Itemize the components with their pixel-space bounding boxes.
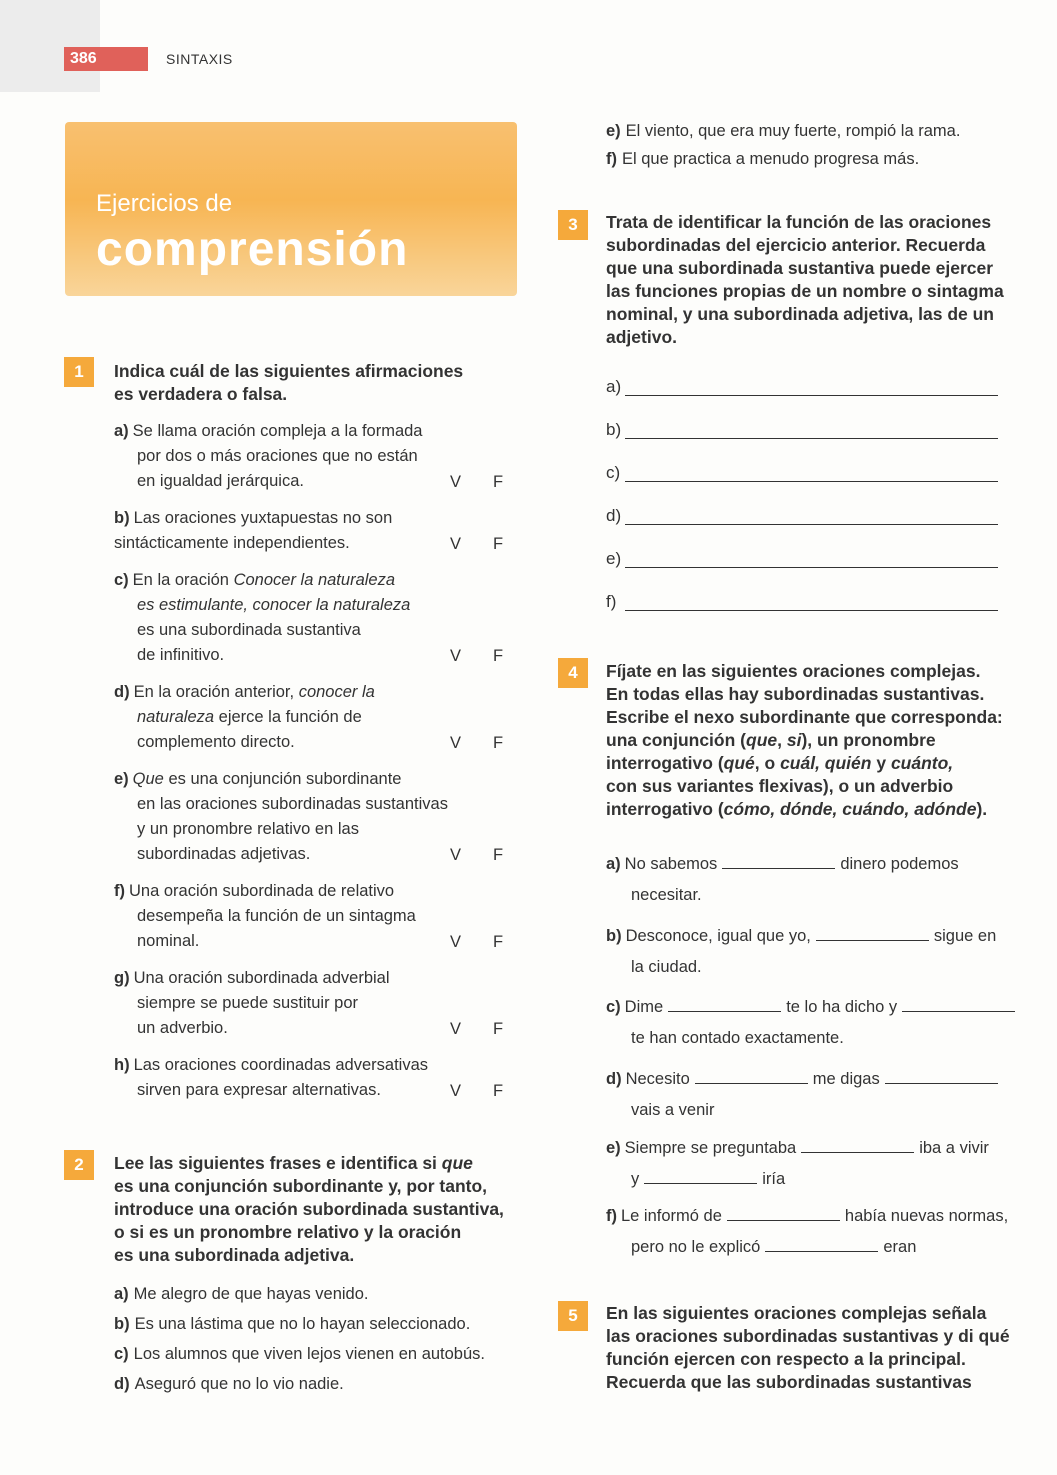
instruction-line: interrogativo (cómo, dónde, cuándo, adónde).: [606, 799, 988, 819]
item-text: Dime: [624, 998, 664, 1016]
item-letter: d): [114, 1375, 130, 1393]
blank-field[interactable]: [765, 1235, 878, 1252]
item-text: y: [631, 1170, 640, 1188]
item-letter: a): [606, 855, 621, 873]
item-line: d) En la oración anterior, conocer la: [114, 683, 375, 701]
answer-line[interactable]: [625, 567, 998, 568]
answer-label: e): [606, 549, 622, 568]
fill-in-continuation: [631, 955, 702, 980]
item-letter: f): [114, 882, 125, 900]
true-option[interactable]: V: [450, 933, 462, 951]
item-text: sigue en: [933, 927, 997, 945]
item-text: necesitar.: [631, 886, 702, 904]
list-item: [114, 879, 454, 954]
instruction-line: es verdadera o falsa.: [114, 384, 288, 404]
exercise-instruction: [606, 1302, 1010, 1394]
item-text: Me alegro de que hayas venido.: [133, 1285, 369, 1303]
item-text: había nuevas normas,: [844, 1207, 1009, 1225]
item-line: es estimulante, conocer la naturaleza: [137, 596, 411, 614]
list-item: [114, 1053, 454, 1103]
item-letter: f): [606, 1207, 617, 1225]
true-option[interactable]: V: [450, 647, 462, 665]
item-letter: a): [114, 1285, 129, 1303]
item-letter: b): [114, 1315, 130, 1333]
instruction-line: interrogativo (qué, o cuál, quién y cuánto,: [606, 753, 954, 773]
blank-field[interactable]: [902, 995, 1015, 1012]
instruction-line: es una conjunción subordinante y, por tanto,: [114, 1176, 488, 1196]
fill-in-item: [606, 852, 959, 877]
item-letter: d): [606, 1070, 622, 1088]
exercise-number: 5: [558, 1301, 588, 1331]
blank-field[interactable]: [695, 1067, 808, 1084]
instruction-italic: que: [441, 1153, 473, 1173]
exercise-instruction: [606, 660, 1003, 821]
false-option[interactable]: F: [493, 1082, 504, 1100]
item-letter: c): [606, 998, 621, 1016]
instruction-line: una conjunción (que, si), un pronombre: [606, 730, 936, 750]
sentence-item: [114, 1342, 485, 1367]
list-item: [114, 419, 454, 494]
list-item: [114, 506, 454, 556]
item-text: Es una lástima que no lo hayan seleccionado.: [134, 1315, 471, 1333]
fill-in-continuation: [631, 1026, 844, 1051]
item-line: sirven para expresar alternativas.: [137, 1081, 381, 1099]
item-letter: b): [114, 509, 130, 527]
false-option[interactable]: F: [493, 1020, 504, 1038]
fill-in-continuation: [631, 1098, 714, 1123]
item-letter: g): [114, 969, 130, 987]
item-letter: f): [606, 150, 617, 168]
fill-in-continuation: [631, 1167, 785, 1192]
false-option[interactable]: F: [493, 535, 504, 553]
instruction-line: En todas ellas hay subordinadas sustantivas.: [606, 684, 985, 704]
item-text: iba a vivir: [919, 1139, 989, 1157]
item-text: la ciudad.: [631, 958, 702, 976]
instruction-line: adjetivo.: [606, 327, 677, 347]
item-letter: a): [114, 422, 129, 440]
answer-line[interactable]: [625, 610, 998, 611]
instruction-line: En las siguientes oraciones complejas señala: [606, 1303, 987, 1323]
fill-in-item: [606, 924, 996, 949]
item-text: te lo ha dicho y: [786, 998, 898, 1016]
list-item: [114, 966, 454, 1041]
item-text: iría: [762, 1170, 786, 1188]
item-letter: e): [606, 122, 621, 140]
exercise-instruction: [114, 1152, 504, 1267]
banner-subtitle: Ejercicios de: [96, 190, 233, 217]
instruction-line: es una subordinada adjetiva.: [114, 1245, 355, 1265]
item-line: naturaleza ejerce la función de: [137, 708, 362, 726]
item-text: Desconoce, igual que yo,: [625, 927, 811, 945]
item-line: por dos o más oraciones que no están: [137, 447, 418, 465]
true-option[interactable]: V: [450, 535, 462, 553]
exercise-number: 1: [64, 357, 94, 387]
fill-in-continuation: [631, 1235, 916, 1260]
blank-field[interactable]: [668, 995, 781, 1012]
banner-title: comprensión: [96, 223, 409, 276]
item-line: h) Las oraciones coordinadas adversativas: [114, 1056, 428, 1074]
fill-in-continuation: [631, 883, 702, 908]
item-letter: c): [114, 1345, 129, 1363]
instruction-line: Escribe el nexo subordinante que corresponda:: [606, 707, 1003, 727]
item-text: Le informó de: [621, 1207, 722, 1225]
instruction-line: subordinadas del ejercicio anterior. Recuerda: [606, 235, 986, 255]
item-text: Siempre se preguntaba: [624, 1139, 797, 1157]
item-line: a) Se llama oración compleja a la formada: [114, 422, 423, 440]
false-option[interactable]: F: [493, 846, 504, 864]
true-option[interactable]: V: [450, 1020, 462, 1038]
item-line: c) En la oración Conocer la naturaleza: [114, 571, 396, 589]
answer-label: f): [606, 592, 617, 611]
list-item: [114, 568, 454, 668]
item-line: b) Las oraciones yuxtapuestas no son: [114, 509, 393, 527]
item-text: No sabemos: [624, 855, 718, 873]
item-line: subordinadas adjetivas.: [137, 845, 311, 863]
blank-field[interactable]: [816, 924, 929, 941]
false-option[interactable]: F: [493, 734, 504, 752]
blank-field[interactable]: [885, 1067, 998, 1084]
item-line: complemento directo.: [137, 733, 295, 751]
blank-field[interactable]: [644, 1167, 757, 1184]
blank-field[interactable]: [727, 1204, 840, 1221]
item-line: desempeña la función de un sintagma: [137, 907, 416, 925]
item-text: Necesito: [625, 1070, 690, 1088]
item-letter: d): [114, 683, 130, 701]
item-line: en igualdad jerárquica.: [137, 472, 304, 490]
instruction-line: que una subordinada sustantiva puede ejercer: [606, 258, 994, 278]
item-line: y un pronombre relativo en las: [137, 820, 359, 838]
exercise-instruction: [606, 211, 1004, 349]
instruction-line: función ejercen con respecto a la principal.: [606, 1349, 966, 1369]
item-text: me digas: [812, 1070, 880, 1088]
sentence-item: [606, 147, 919, 172]
item-letter: e): [606, 1139, 621, 1157]
item-line: f) Una oración subordinada de relativo: [114, 882, 395, 900]
item-letter: h): [114, 1056, 130, 1074]
false-option[interactable]: F: [493, 473, 504, 491]
item-text: El viento, que era muy fuerte, rompió la rama.: [625, 122, 961, 140]
item-text: Aseguró que no lo vio nadie.: [134, 1375, 344, 1393]
instruction-line: Lee las siguientes frases e identifica si que: [114, 1153, 473, 1173]
sentence-item: [114, 1312, 470, 1337]
fill-in-item: [606, 1136, 989, 1161]
answer-line[interactable]: [625, 395, 998, 396]
item-line: sintácticamente independientes.: [114, 534, 350, 552]
instruction-line: o si es un pronombre relativo y la oración: [114, 1222, 462, 1242]
answer-label: b): [606, 420, 622, 439]
item-letter: b): [606, 927, 622, 945]
exercise-number: 4: [558, 658, 588, 688]
true-option[interactable]: V: [450, 846, 462, 864]
blank-field[interactable]: [801, 1136, 914, 1153]
answer-label: c): [606, 463, 621, 482]
instruction-line: las oraciones subordinadas sustantivas y di qué: [606, 1326, 1010, 1346]
item-line: en las oraciones subordinadas sustantivas: [137, 795, 448, 813]
instruction-line: con sus variantes flexivas), o un adverbio: [606, 776, 954, 796]
answer-line[interactable]: [625, 524, 998, 525]
fill-in-item: [606, 1204, 1008, 1229]
item-text: Los alumnos que viven lejos vienen en autobús.: [133, 1345, 485, 1363]
instruction-line: Trata de identificar la función de las oraciones: [606, 212, 992, 232]
page-number: 386: [64, 47, 148, 71]
sentence-item: [114, 1372, 344, 1397]
instruction-line: las funciones propias de un nombre o sintagma: [606, 281, 1004, 301]
item-letter: c): [114, 571, 129, 589]
blank-field[interactable]: [722, 852, 835, 869]
instruction-line: nominal, y una subordinada adjetiva, las de un: [606, 304, 994, 324]
item-letter: e): [114, 770, 129, 788]
exercise-instruction: [114, 360, 463, 406]
sentence-item: [606, 119, 960, 144]
exercise-number: 3: [558, 210, 588, 240]
item-line: nominal.: [137, 932, 200, 950]
sentence-item: [114, 1282, 369, 1307]
true-option[interactable]: V: [450, 473, 462, 491]
header-corner: [0, 0, 100, 92]
item-text: te han contado exactamente.: [631, 1029, 844, 1047]
answer-line[interactable]: [625, 481, 998, 482]
answer-label: a): [606, 377, 622, 396]
fill-in-item: [606, 995, 1015, 1020]
instruction-line: Fíjate en las siguientes oraciones complejas.: [606, 661, 981, 681]
item-line: e) Que es una conjunción subordinante: [114, 770, 402, 788]
instruction-line: introduce una oración subordinada sustantiva,: [114, 1199, 504, 1219]
section-title: SINTAXIS: [166, 51, 233, 67]
item-line: de infinitivo.: [137, 646, 225, 664]
false-option[interactable]: F: [493, 647, 504, 665]
item-line: g) Una oración subordinada adverbial: [114, 969, 390, 987]
instruction-line: Indica cuál de las siguientes afirmaciones: [114, 361, 464, 381]
instruction-line: Recuerda que las subordinadas sustantivas: [606, 1372, 972, 1392]
item-line: un adverbio.: [137, 1019, 228, 1037]
exercise-number: 2: [64, 1150, 94, 1180]
item-text: dinero podemos: [840, 855, 959, 873]
list-item: [114, 767, 454, 867]
false-option[interactable]: F: [493, 933, 504, 951]
answer-line[interactable]: [625, 438, 998, 439]
item-text: El que practica a menudo progresa más.: [622, 150, 920, 168]
list-item: [114, 680, 454, 755]
item-line: siempre se puede sustituir por: [137, 994, 359, 1012]
item-text: pero no le explicó: [631, 1238, 761, 1256]
item-text: eran: [883, 1238, 917, 1256]
item-text: vais a venir: [631, 1101, 715, 1119]
true-option[interactable]: V: [450, 1082, 462, 1100]
item-line: es una subordinada sustantiva: [137, 621, 361, 639]
true-option[interactable]: V: [450, 734, 462, 752]
fill-in-item: [606, 1067, 998, 1092]
answer-label: d): [606, 506, 622, 525]
